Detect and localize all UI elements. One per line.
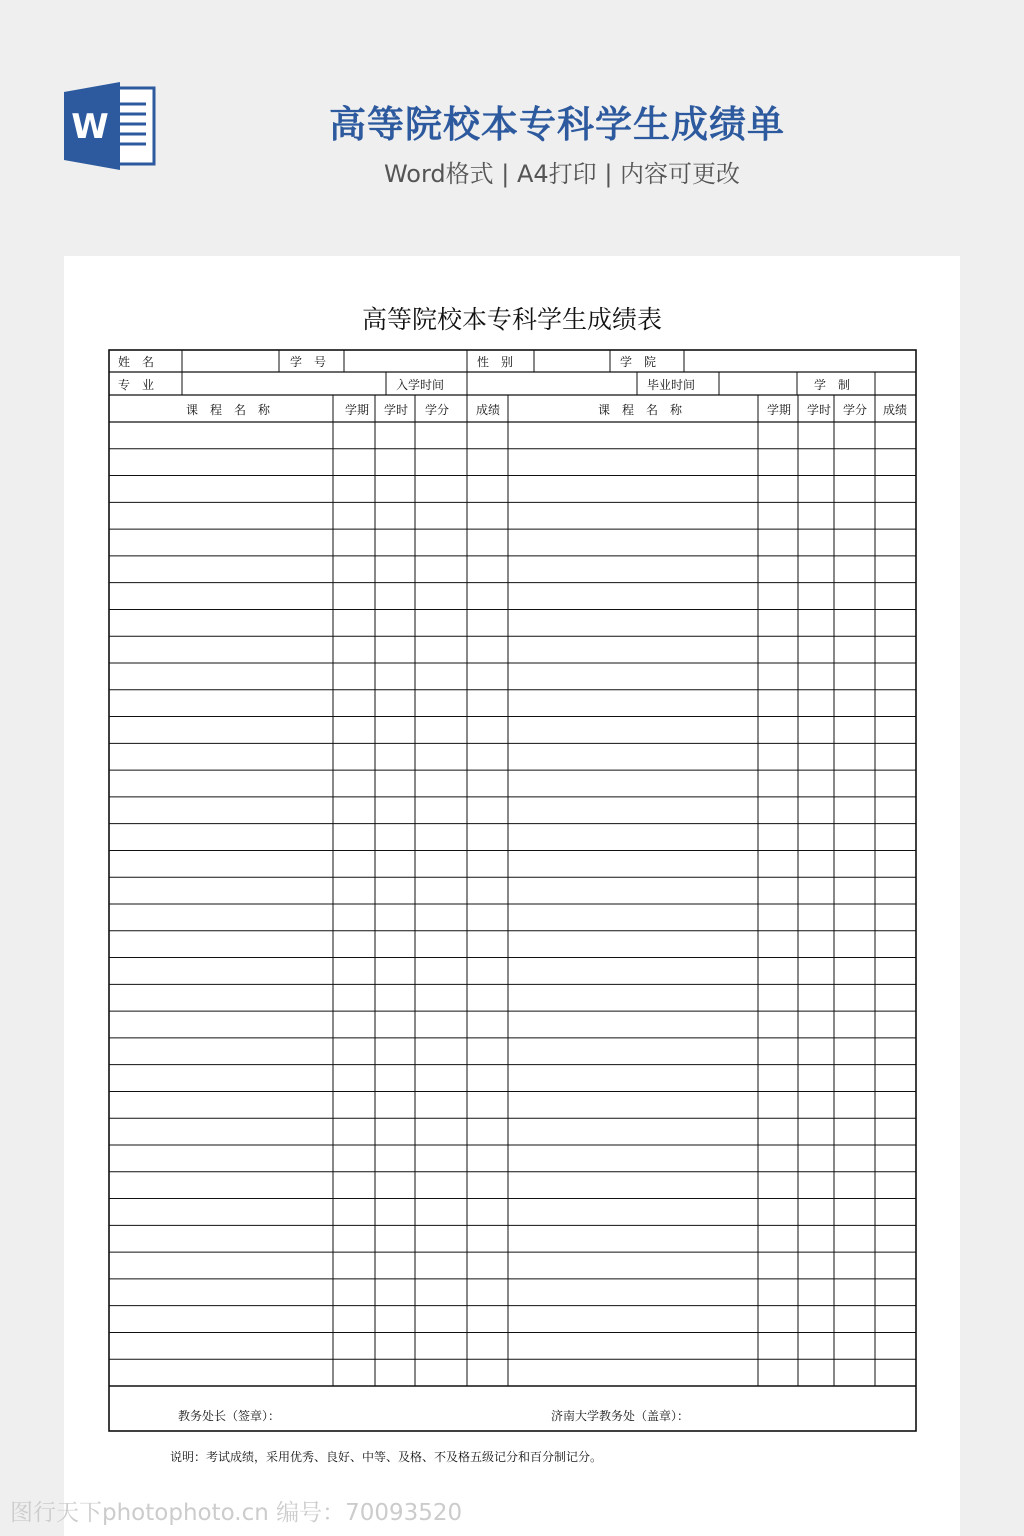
label-duration: 学 制 bbox=[814, 378, 851, 392]
label-name: 姓 名 bbox=[118, 355, 155, 369]
footer-signature-left: 教务处长（签章）： bbox=[178, 1409, 281, 1423]
document-title: 高等院校本专科学生成绩表 bbox=[361, 305, 662, 334]
header-hours-right: 学时 bbox=[807, 403, 832, 417]
label-major: 专 业 bbox=[118, 378, 155, 392]
label-enroll-date: 入学时间 bbox=[396, 378, 445, 392]
label-graduate-date: 毕业时间 bbox=[647, 378, 696, 392]
header-subtitle: Word格式 | A4打印 | 内容可更改 bbox=[383, 160, 741, 188]
label-gender: 性 别 bbox=[477, 355, 514, 369]
header-term-left: 学期 bbox=[345, 403, 370, 417]
header-term-right: 学期 bbox=[767, 403, 792, 417]
label-college: 学 院 bbox=[620, 355, 657, 369]
watermark: 图行天下photophoto.cn 编号：70093520 bbox=[10, 1500, 463, 1526]
header-credit-right: 学分 bbox=[843, 403, 868, 417]
footer-seal-right: 济南大学教务处（盖章）： bbox=[551, 1409, 690, 1423]
header-hours-left: 学时 bbox=[384, 403, 409, 417]
header-score-right: 成绩 bbox=[883, 403, 908, 417]
grade-form-table bbox=[64, 256, 960, 1536]
table-border bbox=[109, 350, 916, 1431]
header-score-left: 成绩 bbox=[476, 403, 501, 417]
document-note: 说明：考试成绩，采用优秀、良好、中等、及格、不及格五级记分和百分制记分。 bbox=[170, 1450, 603, 1464]
header-title: 高等院校本专科学生成绩单 bbox=[329, 103, 785, 146]
header-course-name-left: 课 程 名 称 bbox=[186, 403, 271, 417]
document-page bbox=[64, 256, 960, 1536]
label-student-id: 学 号 bbox=[290, 355, 327, 369]
header-credit-left: 学分 bbox=[425, 403, 450, 417]
header-course-name-right: 课 程 名 称 bbox=[598, 403, 683, 417]
svg-text:W: W bbox=[71, 107, 109, 147]
